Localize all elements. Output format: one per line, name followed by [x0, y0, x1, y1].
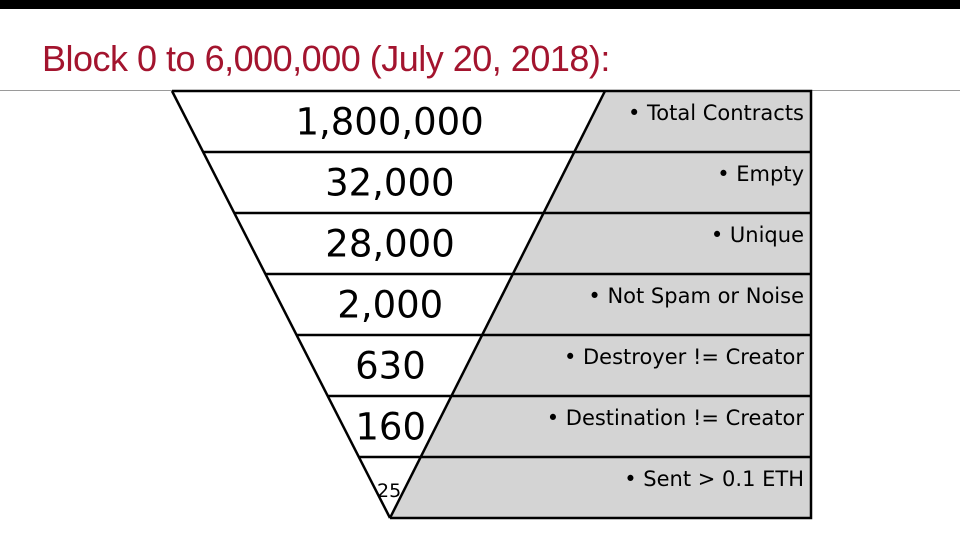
level-label: • Destroyer != Creator [563, 345, 804, 369]
level-count: 630 [355, 344, 426, 388]
level-label: • Destination != Creator [546, 406, 804, 430]
level-label: • Unique [710, 223, 804, 247]
level-count: 28,000 [325, 222, 455, 266]
level-count: 32,000 [325, 161, 455, 205]
level-label: • Empty [717, 162, 804, 186]
level-label: • Not Spam or Noise [588, 284, 804, 308]
level-count: 160 [355, 405, 426, 449]
level-label: • Sent > 0.1 ETH [624, 467, 804, 491]
slide-title: Block 0 to 6,000,000 (July 20, 2018): [42, 38, 610, 79]
level-label: • Total Contracts [627, 101, 804, 125]
level-count: 1,800,000 [295, 100, 484, 144]
level-count: 2,000 [337, 283, 444, 327]
page-number: 25 [377, 480, 402, 502]
